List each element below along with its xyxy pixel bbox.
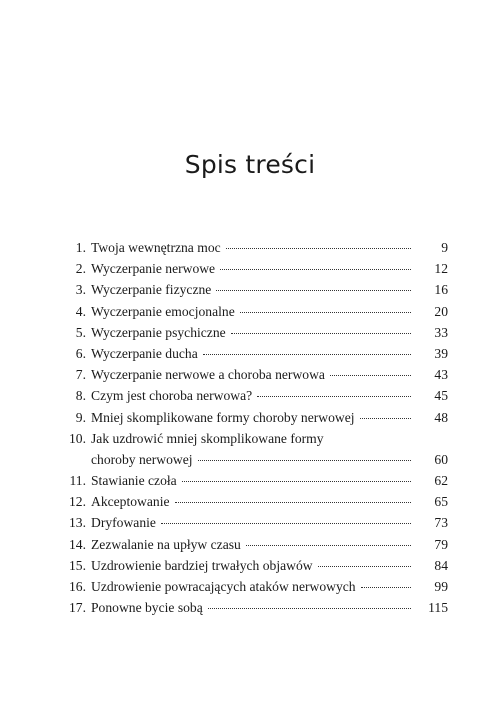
dot-leader [246,545,411,546]
toc-entry-title: Wyczerpanie psychiczne [91,324,226,340]
toc-entry[interactable] [60,494,448,515]
toc-entry-title: Wyczerpanie nerwowe [91,261,216,277]
toc-entry-page: 84 [434,557,448,573]
toc-entry[interactable] [60,388,448,409]
toc-entry-page: 65 [434,494,448,510]
toc-entry-page: 33 [434,324,448,340]
toc-entry-title: Stawianie czoła [91,473,177,489]
toc-entry-number: 5. [75,324,86,340]
dot-leader [240,312,411,313]
dot-leader [231,333,411,334]
toc-entry[interactable] [60,261,448,282]
toc-entry-title-continued: choroby nerwowej [91,451,193,467]
toc-entry-title: Mniej skomplikowane formy choroby nerwowej [91,409,355,425]
toc-entry-number: 14. [69,536,86,552]
toc-entry-page: 16 [434,282,448,298]
dot-leader [220,269,411,270]
toc-entry-title: Czym jest choroba nerwowa? [91,388,253,404]
toc-entry-title: Wyczerpanie nerwowe a choroba nerwowa [91,367,325,383]
dot-leader [182,481,411,482]
toc-entry-number: 4. [75,303,86,319]
dot-leader [198,460,411,461]
toc-entry[interactable] [60,579,448,600]
toc-entry-page: 62 [434,473,448,489]
toc-entry-page: 115 [428,600,448,616]
dot-leader [226,248,411,249]
toc-entry-title: Akceptowanie [91,494,170,510]
toc-entry[interactable] [60,537,448,558]
toc-entry-number: 17. [69,600,86,616]
table-of-contents [60,240,448,621]
toc-entry-number: 2. [75,261,86,277]
toc-entry-page: 73 [434,515,448,531]
toc-entry-number: 12. [69,494,86,510]
toc-entry[interactable] [60,558,448,579]
toc-entry-title: Ponowne bycie sobą [91,600,203,616]
toc-entry-page: 20 [434,303,448,319]
toc-entry-page: 12 [434,261,448,277]
dot-leader [257,396,411,397]
toc-entry-number: 9. [75,409,86,425]
toc-entry[interactable] [60,282,448,303]
toc-entry-continuation[interactable] [60,452,448,473]
toc-entry[interactable] [60,600,448,621]
toc-entry-number: 16. [69,579,86,594]
toc-entry-title: Uzdrowienie powracających ataków nerwowych [91,579,356,594]
toc-entry[interactable] [60,367,448,388]
toc-entry-page: 39 [434,345,448,361]
toc-entry[interactable] [60,410,448,431]
toc-entry-title: Wyczerpanie ducha [91,345,198,361]
toc-entry[interactable] [60,240,448,261]
dot-leader [360,418,411,419]
dot-leader [361,587,411,588]
toc-entry-number: 7. [75,367,86,383]
dot-leader [161,523,411,524]
dot-leader [203,354,411,355]
dot-leader [175,502,411,503]
toc-entry-page: 79 [434,536,448,552]
dot-leader [216,290,411,291]
dot-leader [330,375,411,376]
toc-entry-page: 48 [434,409,448,425]
toc-entry-title: Twoja wewnętrzna moc [91,240,221,255]
toc-entry-title: Uzdrowienie bardziej trwałych objawów [91,557,313,573]
toc-entry-title: Zezwalanie na upływ czasu [91,536,241,552]
toc-entry-number: 11. [69,473,86,489]
toc-entry[interactable] [60,325,448,346]
toc-entry[interactable] [60,346,448,367]
toc-entry[interactable] [60,473,448,494]
toc-entry-number: 10. [69,430,86,446]
dot-leader [208,608,411,609]
toc-entry[interactable] [60,431,448,452]
toc-entry-title: Jak uzdrowić mniej skomplikowane formy [91,430,324,446]
toc-entry-number: 13. [69,515,86,531]
toc-entry-page: 43 [434,367,448,383]
toc-entry-number: 15. [69,557,86,573]
toc-entry-title: Dryfowanie [91,515,156,531]
toc-entry-page: 99 [434,579,448,594]
toc-entry[interactable] [60,515,448,536]
toc-entry-title: Wyczerpanie emocjonalne [91,303,235,319]
toc-entry-page: 45 [434,388,448,404]
toc-entry-number: 1. [75,240,86,255]
toc-entry-page: 60 [434,451,448,467]
toc-entry-number: 6. [75,345,86,361]
page-title: Spis treści [184,150,316,179]
dot-leader [318,566,411,567]
toc-entry[interactable] [60,304,448,325]
toc-entry-number: 8. [75,388,86,404]
toc-entry-title: Wyczerpanie fizyczne [91,282,212,298]
toc-entry-page: 9 [441,240,448,255]
toc-entry-number: 3. [75,282,86,298]
